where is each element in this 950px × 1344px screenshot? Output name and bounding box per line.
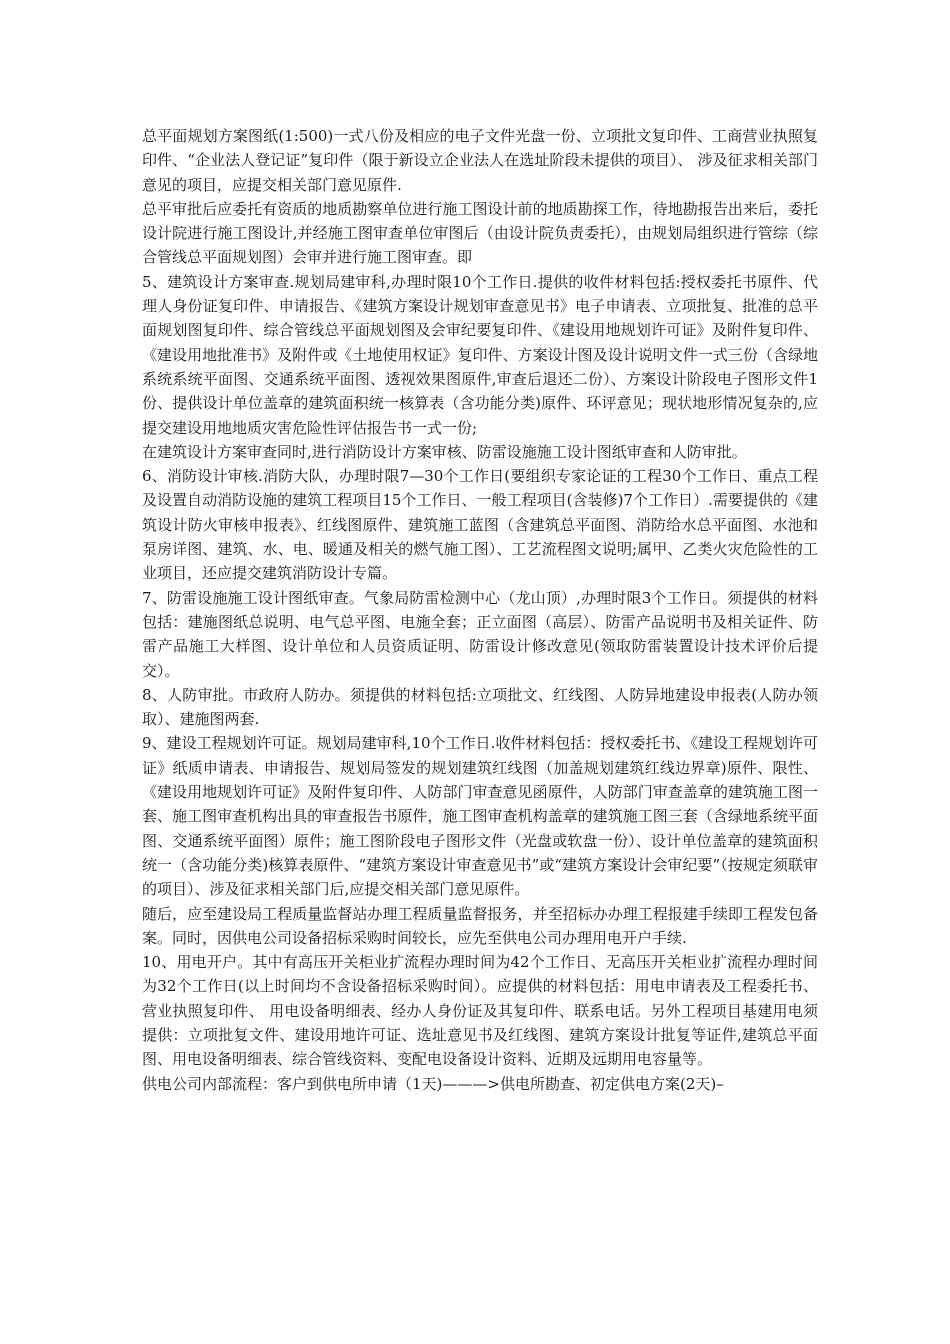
paragraph-power-company-process: 供电公司内部流程：客户到供电所申请（1天)———>供电所勘查、初定供电方案(2天)– [142, 1074, 724, 1093]
paragraph-step-10-electricity: 10、用电开户。其中有高压开关柜业扩流程办理时间为42个工作日、无高压开关柜业扩流程办理时间为32个工作日(以上时间均不含设备招标采购时间）。应提供的材料包括：用电申请表及工程委托书、营业执照复印件、 用电设备明细表、经办人身份证及其复印件、联系电话。另外工程项目基建用电须提供：立项批复文件、建设用地许可证、选址意见书及红线图、建筑方案设计批复等证件,建筑总平面图、用电设备明细表、综合管线资料、变配电设备设计资料、近期及远期用电容量等。 [142, 953, 818, 1069]
paragraph-step-8-civil-defense: 8、人防审批。市政府人防办。须提供的材料包括:立项批文、红线图、人防异地建设申报表(人防办领取）、建施图两套. [142, 685, 818, 729]
paragraph-step-9-planning-permit: 9、建设工程规划许可证。规划局建审科,10个工作日.收件材料包括：授权委托书、《建设工程规划许可证》纸质申请表、申请报告、规划局签发的规划建筑红线图（加盖规划建筑红线边界章)原件、限性、《建设用地规划许可证》及附件复印件、人防部门审查意见函原件，人防部门审查盖章的建筑施工图一套、施工图审查机构出具的审查报告书原件，施工图审查机构盖章的建筑施工图三套（含绿地系统平面图、交通系统平面图）原件；施工图阶段电子图形文件（光盘或软盘一份）、设计单位盖章的建筑面积统一（含功能分类)核算表原件、“建筑方案设计审查意见书”或“建筑方案设计会审纪要”（按规定须联审的项目）、涉及征求相关部门后,应提交相关部门意见原件。 [142, 734, 818, 899]
paragraph-geological-survey: 总平审批后应委托有资质的地质勘察单位进行施工图设计前的地质勘探工作，待地勘报告出来后，委托设计院进行施工图设计,并经施工图审查单位审图后（由设计院负责委托），由规划局组织进行管综（综合管线总平面规划图）会审并进行施工图审查。即 [142, 199, 818, 267]
paragraph-quality-supervision: 随后，应至建设局工程质量监督站办理工程质量监督报务，并至招标办办理工程报建手续即工程发包备案。同时，因供电公司设备招标采购时间较长，应先至供电公司办理用电开户手续. [142, 904, 818, 947]
document-body [142, 124, 818, 1096]
paragraph-general-plan-materials: 总平面规划方案图纸(1:500)一式八份及相应的电子文件光盘一份、立项批文复印件、工商营业执照复印件、“企业法人登记证”复印件（限于新设立企业法人在选址阶段未提供的项目）、 涉及征求相关部门意见的项目，应提交相关部门意见原件. [142, 127, 818, 194]
paragraph-step-7-lightning-review: 7、防雷设施施工设计图纸审查。气象局防雷检测中心（龙山顶）,办理时限3个工作日。须提供的材料包括：建施图纸总说明、电气总平图、电施全套；正立面图（高层）、防雷产品说明书及相关证件、防雷产品施工大样图、设计单位和人员资质证明、防雷设计修改意见(领取防雷装置设计技术评价后提交）。 [142, 588, 818, 680]
paragraph-step-5-design-review: 5、建筑设计方案审查.规划局建审科,办理时限10个工作日.提供的收件材料包括:授权委托书原件、代理人身份证复印件、申请报告、《建筑方案设计规划审查意见书》电子申请表、立项批复、批准的总平面规划图复印件、综合管线总平面规划图及会审纪要复印件、《建设用地规划许可证》及附件复印件、《建设用地批准书》及附件或《土地使用权证》复印件、方案设计图及设计说明文件一式三份（含绿地系统系统平面图、交通系统平面图、透视效果图原件,审查后退还二份）、方案设计阶段电子图形文件1份、提供设计单位盖章的建筑面积统一核算表（含功能分类)原件、环评意见；现状地形情况复杂的,应提交建设用地地质灾害危险性评估报告书一式一份; [142, 272, 818, 437]
paragraph-parallel-reviews: 在建筑设计方案审查同时,进行消防设计方案审核、防雷设施施工设计图纸审查和人防审批。 [142, 442, 747, 461]
paragraph-step-6-fire-review: 6、消防设计审核.消防大队，办理时限7—30个工作日(要组织专家论证的工程30个工作日、重点工程及设置自动消防设施的建筑工程项目15个工作日、一般工程项目(含装修)7个工作日）.需要提供的《建筑设计防火审核申报表》、红线图原件、建筑施工蓝图（含建筑总平面图、消防给水总平面图、水池和泵房详图、建筑、水、电、暖通及相关的燃气施工图）、工艺流程图文说明;属甲、乙类火灾危险性的工业项目，还应提交建筑消防设计专篇。 [142, 467, 818, 583]
